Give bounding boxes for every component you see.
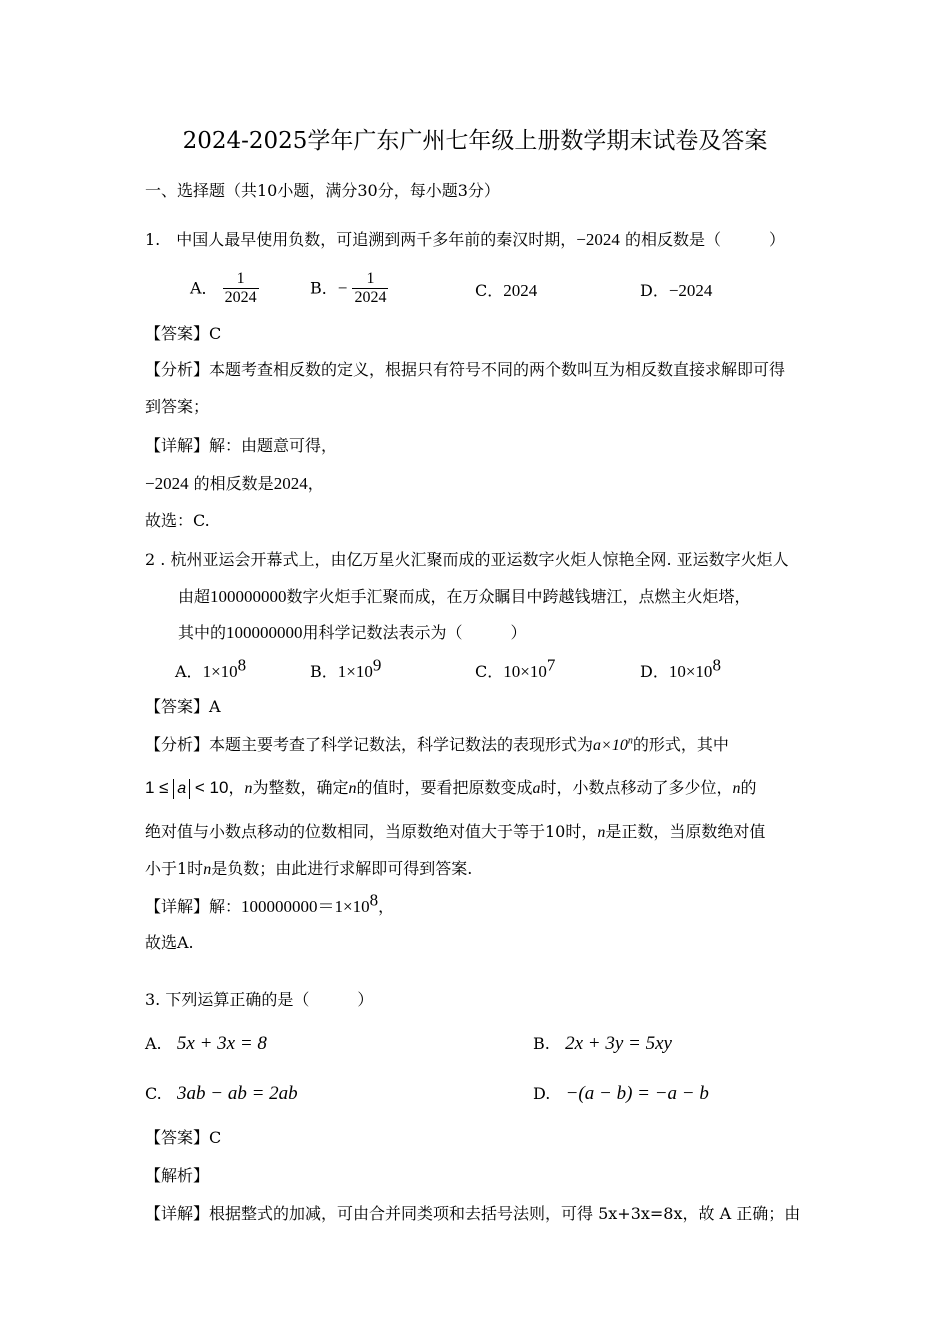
fraction: $\frac{1}{2024}$ [354, 270, 387, 306]
q3-stem: 3. 下列运算正确的是（ ） [145, 990, 374, 1009]
q2-stem-line1: 2 . 杭州亚运会开幕式上，由亿万星火汇聚而成的亚运数字火炬人惊艳全网. 亚运数字火炬人 [145, 550, 789, 569]
q2-detail: 【详解】解：$100000000=1\times 10^8$， [145, 890, 395, 916]
q1-choose: 故选：C. [145, 511, 210, 530]
q2-option-c: C．$10\times 10^7$ [475, 655, 556, 681]
q1-analysis-cont: 到答案； [145, 397, 210, 416]
q2-analysis-line4: 小于1时n是负数；由此进行求解即可得到答案. [145, 859, 473, 878]
q2-answer: 【答案】A [145, 697, 221, 716]
q1-detail: 【详解】解：由题意可得， [145, 436, 338, 455]
q2-analysis-line3: 绝对值与小数点移动的位数相同，当原数绝对值大于等于10时，n是正数，当原数绝对值 [145, 822, 766, 841]
q1-option-a: A． $\frac{1}{2024}$ [190, 270, 257, 306]
q1-analysis: 【分析】本题考查相反数的定义，根据只有符号不同的两个数叫互为相反数直接求解即可得 [145, 360, 786, 379]
q2-stem-line2: 由超100000000数字火炬手汇聚而成，在万众瞩目中跨越钱塘江，点燃主火炬塔， [178, 587, 751, 606]
q1-answer: 【答案】C [145, 324, 222, 343]
q2-analysis-line2: 1 ≤ a < 10，n为整数，确定n的值时，要看把原数变成a时，小数点移动了多少位，n的 [145, 778, 757, 797]
q3-option-d: D. −(a − b) = −a − b [533, 1083, 709, 1104]
q2-analysis: 【分析】本题主要考查了科学记数法，科学记数法的表现形式为$a\times 10^n$的形式，其中 [145, 735, 729, 754]
q1-option-c: C．2024 [475, 281, 538, 300]
document-title: 2024-2025学年广东广州七年级上册数学期末试卷及答案 [182, 128, 768, 154]
q3-option-a: A. 5x + 3x = 8 [145, 1033, 267, 1054]
q1-option-d: D．−2024 [640, 281, 713, 300]
section-heading: 一、选择题（共10小题，满分30分，每小题3分） [145, 181, 500, 200]
q3-analysis: 【解析】 [145, 1166, 210, 1185]
q3-answer: 【答案】C [145, 1128, 222, 1147]
q3-option-b: B. 2x + 3y = 5xy [533, 1033, 672, 1054]
q2-option-b: B．$1\times 10^9$ [310, 655, 382, 681]
q2-option-d: D．$10\times 10^8$ [640, 655, 721, 681]
q1-detail-line: −2024 的相反数是2024， [145, 474, 324, 493]
fraction: $\frac{1}{2024}$ [224, 270, 257, 306]
q1-option-b: B．− $\frac{1}{2024}$ [310, 270, 387, 306]
q2-stem-line3: 其中的100000000用科学记数法表示为（ ） [178, 623, 527, 642]
q2-choose: 故选A. [145, 933, 194, 952]
q1-stem: 1. 中国人最早使用负数，可追溯到两千多年前的秦汉时期，−2024 的相反数是（ ） [145, 230, 785, 249]
q3-detail: 【详解】根据整式的加减，可由合并同类项和去括号法则，可得 5x+3x=8x，故 A 正确；由 [145, 1204, 801, 1223]
q3-option-c: C. 3ab − ab = 2ab [145, 1083, 298, 1104]
absolute-value: a [173, 779, 190, 799]
q2-option-a: A．$1\times 10^8$ [175, 655, 247, 681]
